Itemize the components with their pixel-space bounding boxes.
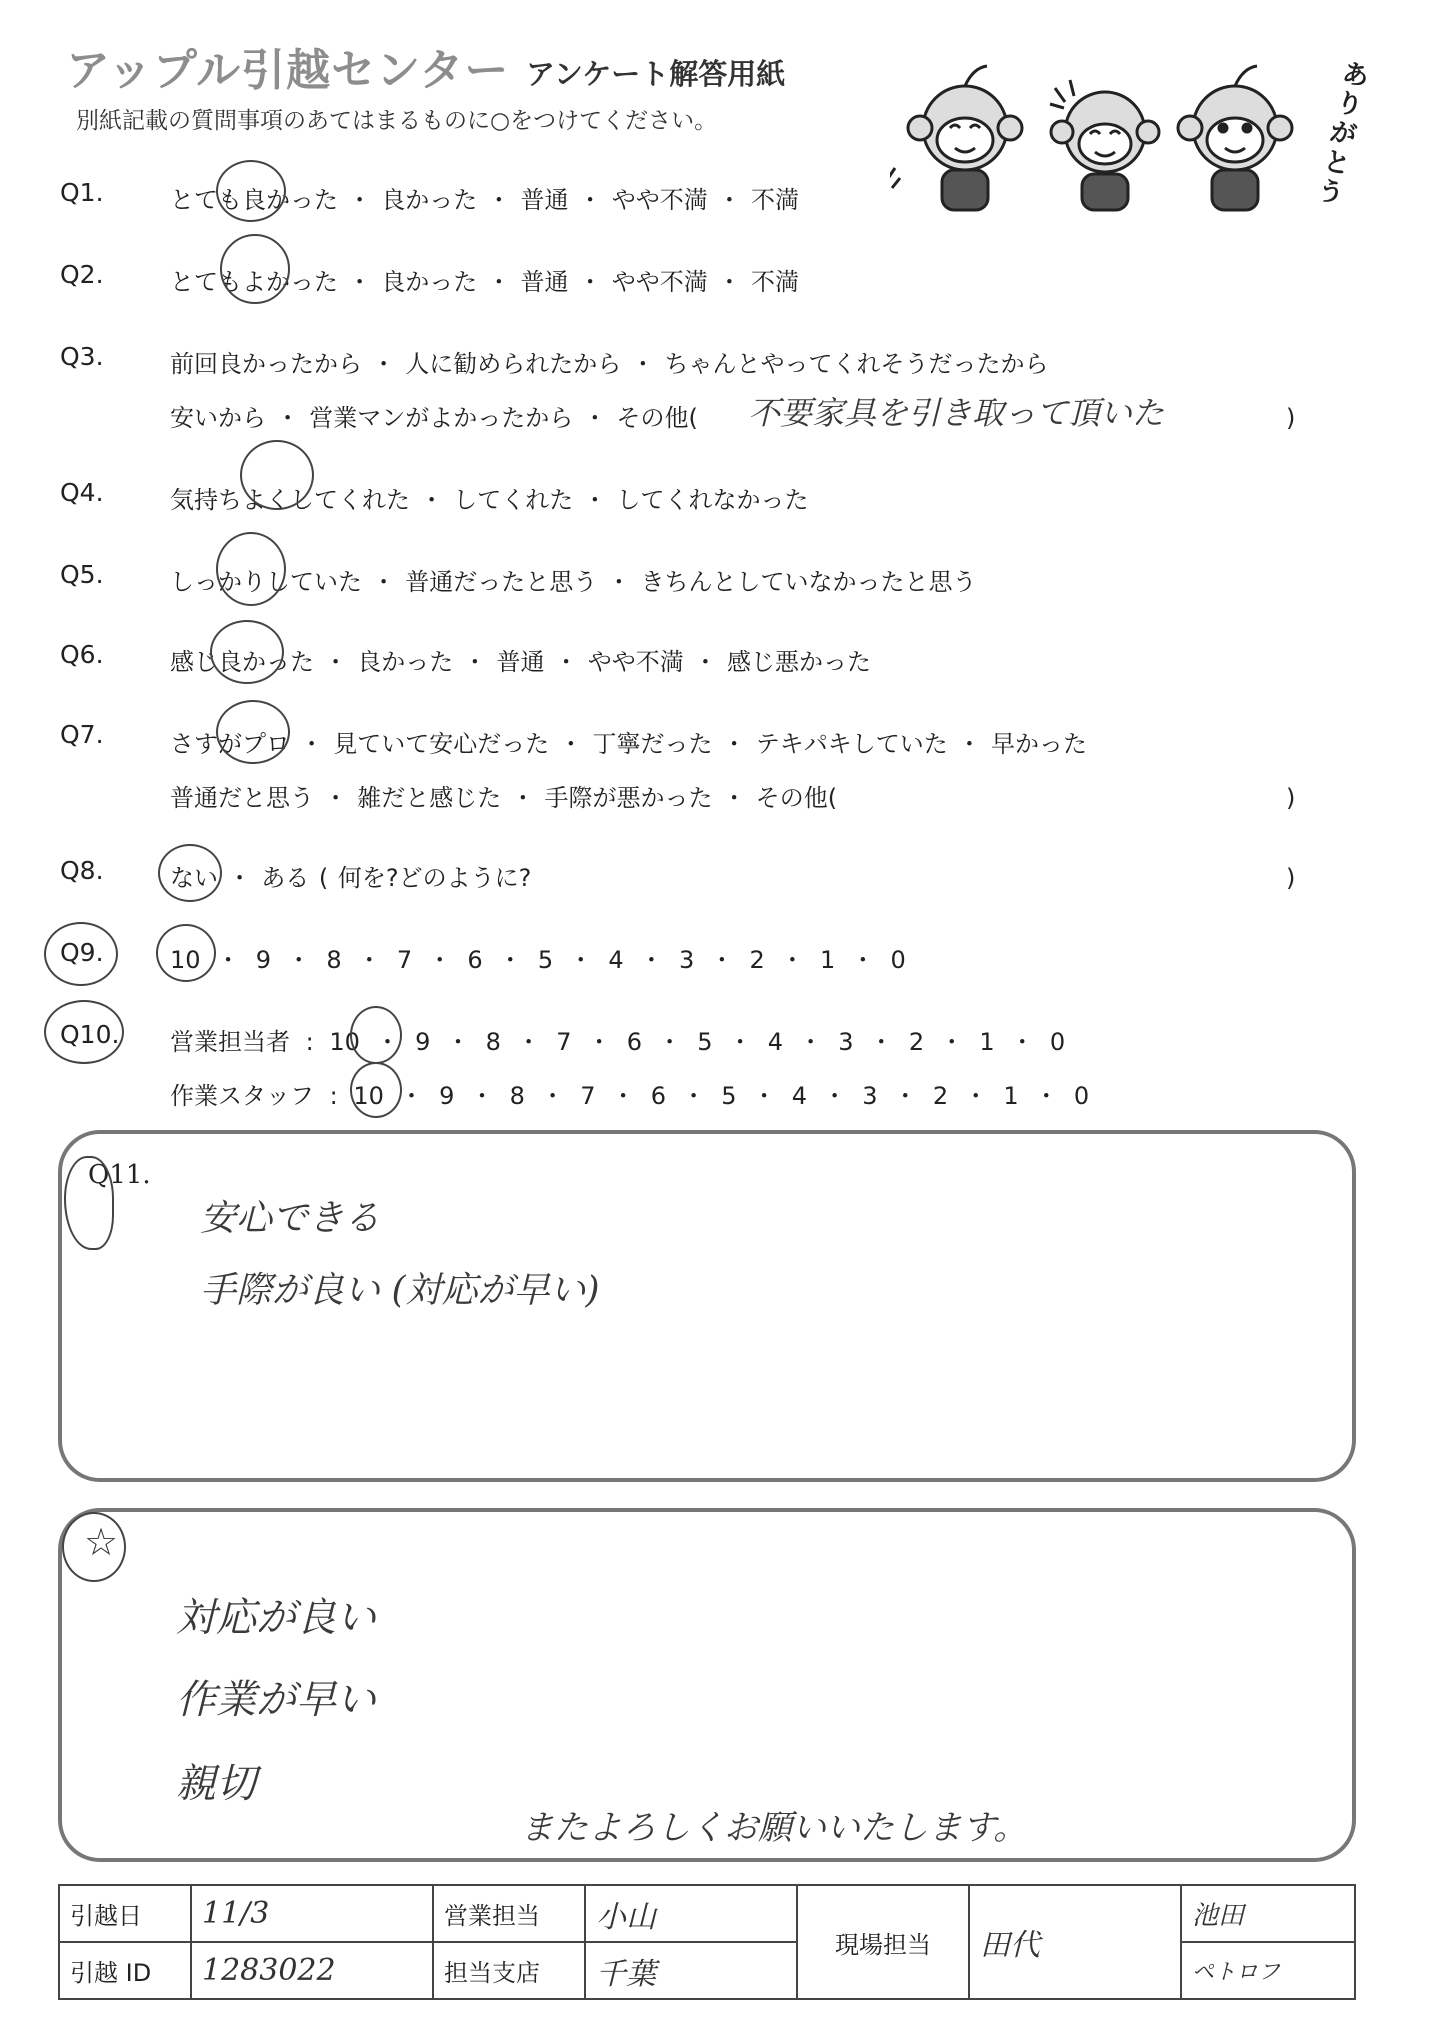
- question-circle-q9: [44, 922, 118, 986]
- q10-sales-options: 営業担当者 : 10 ・ 9 ・ 8 ・ 7 ・ 6 ・ 5 ・ 4 ・ 3 ・ 2 ・ 1 ・ 0: [170, 1028, 1066, 1056]
- star-comment-line-1: 対応が良い: [176, 1595, 376, 1641]
- move-date-value: 11/3: [191, 1885, 433, 1942]
- q5-label: Q5.: [60, 560, 104, 589]
- answer-circle-q6: [210, 620, 284, 684]
- q4-options: 気持ちよくしてくれた ・ してくれた ・ してくれなかった: [170, 486, 809, 514]
- q2-label: Q2.: [60, 260, 104, 289]
- q1-options: とても良かった ・ 良かった ・ 普通 ・ やや不満 ・ 不満: [170, 186, 800, 214]
- q6-label: Q6.: [60, 640, 104, 669]
- q10-label: Q10.: [60, 1020, 120, 1049]
- q6-options: 感じ良かった ・ 良かった ・ 普通 ・ やや不満 ・ 感じ悪かった: [170, 648, 872, 676]
- answer-circle-q7: [216, 700, 290, 764]
- answer-circle-q4: [240, 440, 314, 510]
- form-subtitle: アンケート解答用紙: [526, 57, 786, 91]
- move-id-label: 引越 ID: [59, 1942, 191, 1999]
- answer-circle-q10-staff: [350, 1062, 402, 1118]
- answer-circle-q5: [216, 532, 286, 606]
- move-date-label: 引越日: [59, 1885, 191, 1942]
- form-title: アップル引越センター: [66, 45, 510, 96]
- q9-options: 10 ・ 9 ・ 8 ・ 7 ・ 6 ・ 5 ・ 4 ・ 3 ・ 2 ・ 1 ・ 0: [170, 946, 906, 974]
- q11-label: Q11.: [88, 1160, 151, 1190]
- q7-options-line-1: さすがプロ ・ 見ていて安心だった ・ 丁寧だった ・ テキパキしていた ・ 早かった: [170, 730, 1088, 758]
- answer-circle-q1: [216, 160, 286, 222]
- instructions: 別紙記載の質問事項のあてはまるものに○をつけてください。: [76, 108, 718, 134]
- q3-label: Q3.: [60, 342, 104, 371]
- q3-options-line-2: 安いから ・ 営業マンがよかったから ・ その他(: [170, 404, 698, 432]
- q5-options: しっかりしていた ・ 普通だったと思う ・ きちんとしていなかったと思う: [170, 568, 977, 596]
- answer-circle-q2: [220, 234, 290, 304]
- q2-options: とてもよかった ・ 良かった ・ 普通 ・ やや不満 ・ 不満: [170, 268, 800, 296]
- site-staff-label: 現場担当: [797, 1885, 969, 1999]
- branch-label: 担当支店: [433, 1942, 585, 1999]
- footer-info-table: [58, 1884, 1356, 2000]
- site-staff-value-2: 池田: [1181, 1885, 1355, 1942]
- q8-label: Q8.: [60, 856, 104, 885]
- move-id-value: 1283022: [191, 1942, 433, 1999]
- q7-close-paren: ): [1286, 784, 1296, 812]
- sales-rep-label: 営業担当: [433, 1885, 585, 1942]
- star-comment-line-3: 親切: [176, 1761, 256, 1807]
- q11-comment-line-1: 安心できる: [200, 1198, 381, 1239]
- thanks-text: ありがとう: [1314, 58, 1372, 211]
- star-label-circle: [62, 1512, 126, 1582]
- star-comment-line-2: 作業が早い: [176, 1677, 376, 1723]
- q8-close-paren: ): [1286, 864, 1296, 892]
- star-comment-closing: またよろしくお願いいたします。: [520, 1808, 1028, 1848]
- q8-options: ない ・ ある ( 何を?どのように?: [170, 864, 532, 892]
- site-staff-value-3: ペトロフ: [1181, 1942, 1355, 1999]
- branch-value: 千葉: [585, 1942, 797, 1999]
- q11-label-circle: [64, 1156, 114, 1250]
- q9-label: Q9.: [60, 938, 104, 967]
- question-circle-q10: [44, 1000, 124, 1064]
- answer-circle-q9: [156, 924, 216, 982]
- star-label: ☆: [84, 1520, 119, 1564]
- q3-options-line-1: 前回良かったから ・ 人に勧められたから ・ ちゃんとやってくれそうだったから: [170, 350, 1049, 378]
- monkey-mascots-illustration: [890, 48, 1360, 228]
- q7-options-line-2: 普通だと思う ・ 雑だと感じた ・ 手際が悪かった ・ その他(: [170, 784, 838, 812]
- q10-staff-options: 作業スタッフ : 10 ・ 9 ・ 8 ・ 7 ・ 6 ・ 5 ・ 4 ・ 3 ・ 2 ・ 1 ・ 0: [170, 1082, 1090, 1110]
- q3-close-paren: ): [1286, 404, 1296, 432]
- site-staff-value-1: 田代: [969, 1885, 1181, 1999]
- q11-comment-line-2: 手際が良い (対応が早い): [200, 1270, 600, 1311]
- q3-other-answer: 不要家具を引き取って頂いた: [748, 394, 1165, 432]
- q1-label: Q1.: [60, 178, 104, 207]
- q7-label: Q7.: [60, 720, 104, 749]
- sales-rep-value: 小山: [585, 1885, 797, 1942]
- answer-circle-q8: [158, 844, 222, 902]
- q4-label: Q4.: [60, 478, 104, 507]
- answer-circle-q10-sales: [350, 1006, 402, 1064]
